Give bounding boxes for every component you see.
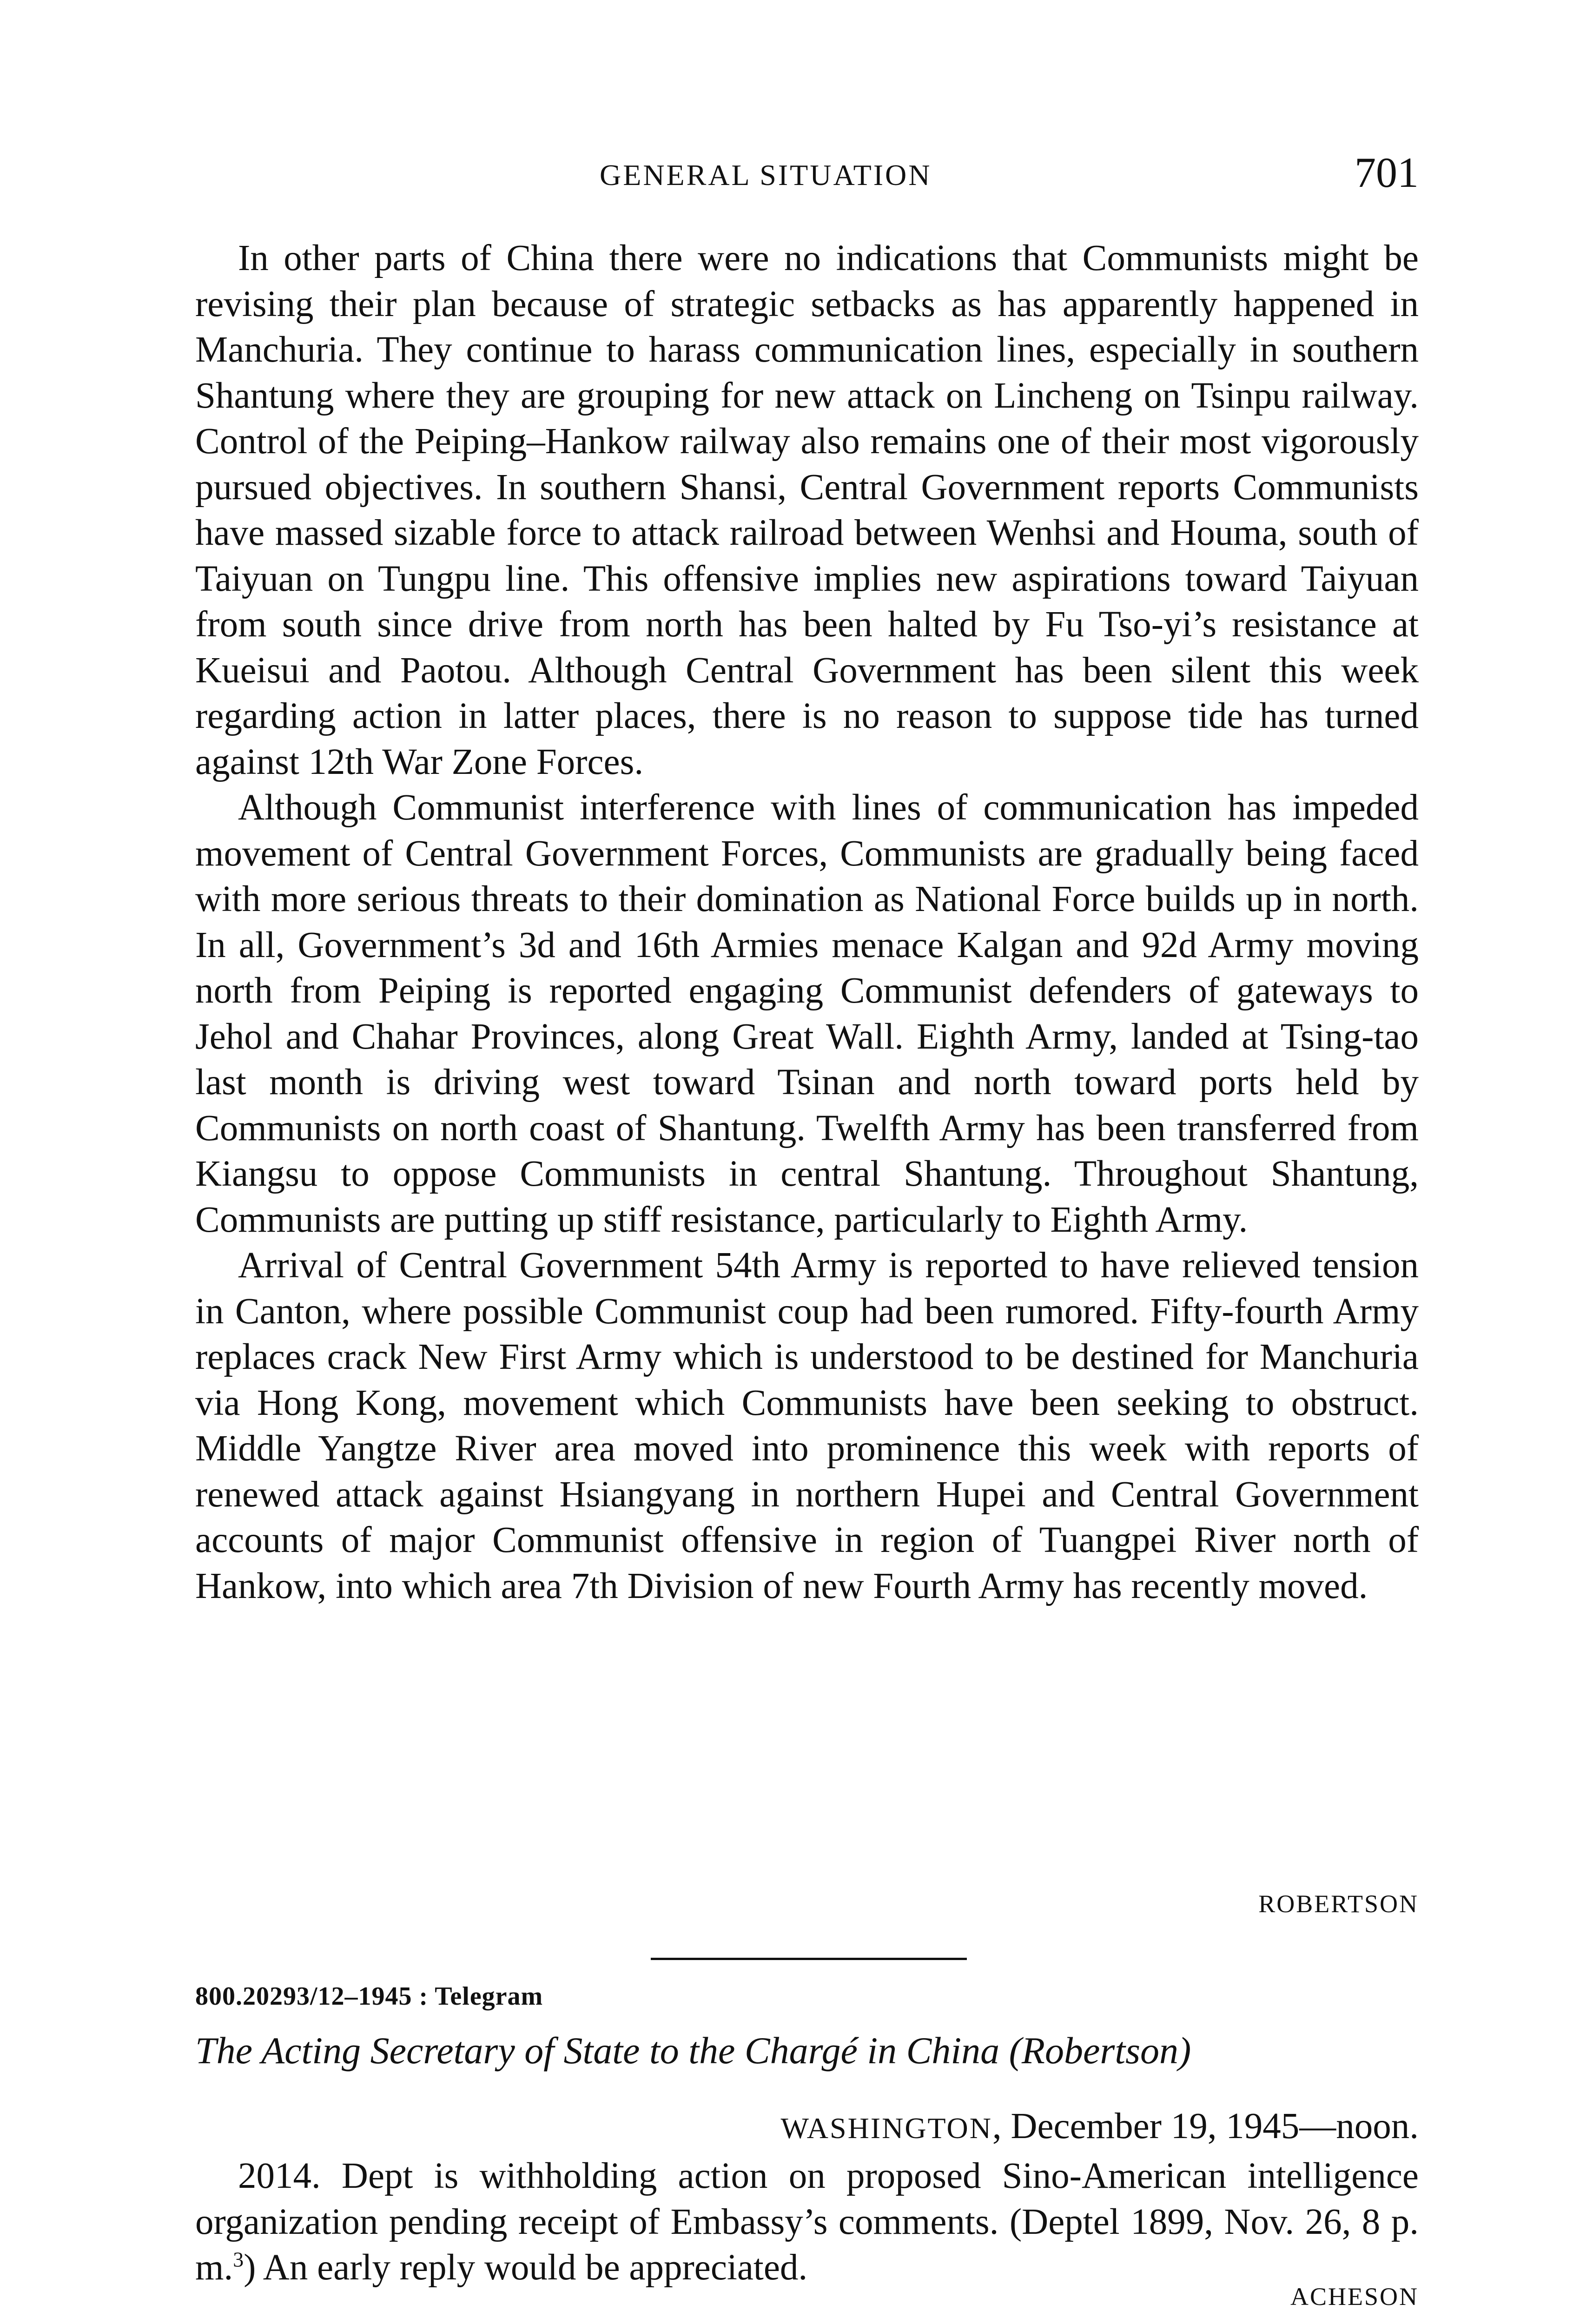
signature-robertson: ROBERTSON	[1258, 1890, 1419, 1918]
telegram-text: 2014. Dept is withholding action on proposed Sino-American intelligence organization pending receipt of Embassy’s comments. (Deptel 1899, Nov. 26, 8 p. m.	[195, 2156, 1419, 2288]
dateline	[780, 2106, 1419, 2147]
document-title: The Acting Secretary of State to the Chargé in China (Robertson)	[195, 2029, 1191, 2072]
telegram-body	[195, 2153, 1419, 2291]
section-divider	[651, 1958, 967, 1960]
dateline-date: , December 19, 1945—noon.	[992, 2106, 1419, 2146]
footnote-marker: 3	[233, 2247, 244, 2271]
paragraph: In other parts of China there were no indications that Communists might be revising their plan because of strategic setbacks as has apparently happened in Manchuria. They continue to harass communication lines, especially in southern Shantung where they are grouping for new attack on Lincheng on Tsinpu railway. Control of the Peiping–Hankow railway also remains one of their most vigorously pursued objectives. In southern Shansi, Central Government reports Communists have massed sizable force to attack railroad between Wenhsi and Houma, south of Taiyuan on Tungpu line. This offensive implies new aspirations toward Taiyuan from south since drive from north has been halted by Fu Tso-yi’s resistance at Kueisui and Paotou. Although Central Government has been silent this week regarding action in latter places, there is no reason to suppose tide has turned against 12th War Zone Forces.	[195, 238, 1419, 782]
telegram-text-end: ) An early reply would be appreciated.	[244, 2247, 808, 2288]
paragraph: Although Communist interference with lines of communication has impeded movement of Central Government Forces, Communists are gradually being faced with more serious threats to their domination as National Force builds up in north. In all, Government’s 3d and 16th Armies menace Kalgan and 92d Army moving north from Peiping is reported engaging Communist defenders of gateways to Jehol and Chahar Provinces, along Great Wall. Eighth Army, landed at Tsing-tao last month is driving west toward Tsinan and north toward ports held by Communists on north coast of Shantung. Twelfth Army has been transferred from Kiangsu to oppose Communists in central Shantung. Throughout Shantung, Communists are putting up stiff resistance, particularly to Eighth Army.	[195, 787, 1419, 1240]
file-number: 800.20293/12–1945 : Telegram	[195, 1982, 543, 2011]
report-body	[195, 236, 1419, 1609]
paragraph: Arrival of Central Government 54th Army is reported to have relieved tension in Canton, where possible Communist coup had been rumored. Fifty-fourth Army replaces crack New First Army which is understood to be destined for Manchuria via Hong Kong, movement which Communists have been seeking to obstruct. Middle Yangtze River area moved into prominence this week with reports of renewed attack against Hsiangyang in northern Hupei and Central Government accounts of major Communist offensive in region of Tuangpei River north of Hankow, into which area 7th Division of new Fourth Army has recently moved.	[195, 1245, 1419, 1606]
running-title: GENERAL SITUATION	[600, 158, 932, 191]
signature-acheson: ACHESON	[1290, 2283, 1419, 2311]
dateline-place: WASHINGTON	[780, 2112, 992, 2145]
page-number: 701	[1355, 149, 1419, 196]
paragraph	[195, 2153, 1419, 2291]
